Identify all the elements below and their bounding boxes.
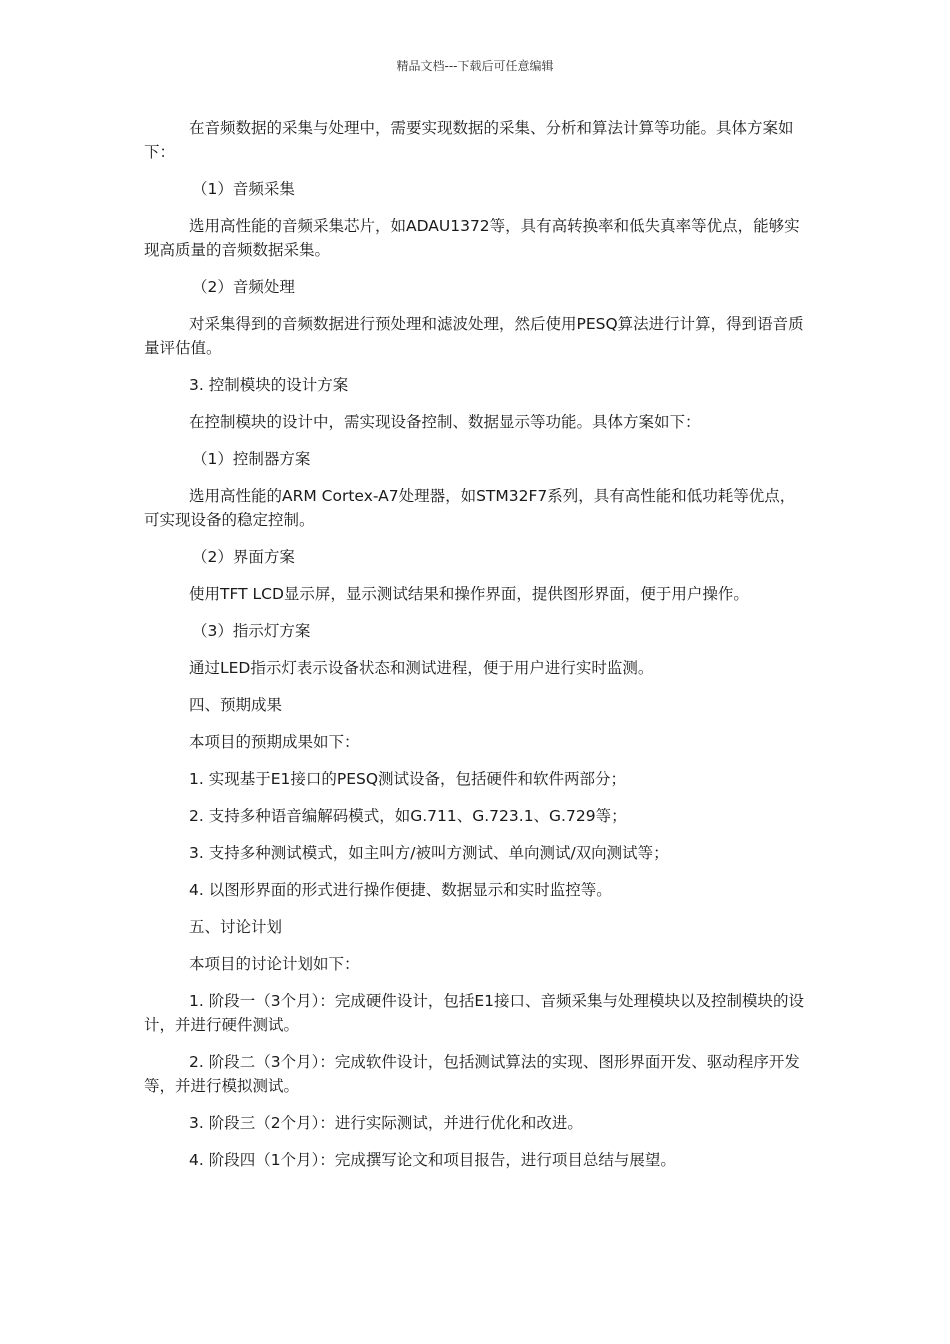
list-item-stage-3: 3. 阶段三（2个月）：进行实际测试，并进行优化和改进。 [189,1114,583,1132]
heading-discussion-plan: 五、讨论计划 [189,918,283,936]
list-item-result-3: 3. 支持多种测试模式，如主叫方/被叫方测试、单向测试/双向测试等； [189,844,669,862]
heading-expected-results: 四、预期成果 [189,696,283,714]
heading-controller: （1）控制器方案 [192,450,311,468]
paragraph-controller: 选用高性能的ARM Cortex-A7处理器，如STM32F7系列，具有高性能和低功耗等优点，可实现设备的稳定控制。 [144,487,796,529]
list-item-stage-1: 1. 阶段一（3个月）：完成硬件设计，包括E1接口、音频采集与处理模块以及控制模块的设计，并进行硬件测试。 [144,992,804,1034]
list-item-stage-4: 4. 阶段四（1个月）：完成撰写论文和项目报告，进行项目总结与展望。 [189,1151,676,1169]
list-item-result-1: 1. 实现基于E1接口的PESQ测试设备，包括硬件和软件两部分； [189,770,627,788]
page-header: 精品文档---下载后可任意编辑 [396,59,554,73]
paragraph-control-intro: 在控制模块的设计中，需实现设备控制、数据显示等功能。具体方案如下： [189,413,701,431]
paragraph-indicator: 通过LED指示灯表示设备状态和测试进程，便于用户进行实时监测。 [189,659,654,677]
heading-indicator: （3）指示灯方案 [192,622,311,640]
paragraph-plan-intro: 本项目的讨论计划如下： [189,955,360,973]
paragraph-interface: 使用TFT LCD显示屏，显示测试结果和操作界面，提供图形界面，便于用户操作。 [189,585,749,603]
heading-audio-processing: （2）音频处理 [192,278,295,296]
document-body [144,116,806,1185]
heading-interface: （2）界面方案 [192,548,295,566]
heading-audio-capture: （1）音频采集 [192,180,295,198]
paragraph-audio-processing: 对采集得到的音频数据进行预处理和滤波处理，然后使用PESQ算法进行计算，得到语音质量评估值。 [144,315,804,357]
paragraph-expected-intro: 本项目的预期成果如下： [189,733,360,751]
paragraph-audio-capture: 选用高性能的音频采集芯片，如ADAU1372等，具有高转换率和低失真率等优点，能够实现高质量的音频数据采集。 [144,217,800,259]
list-item-result-4: 4. 以图形界面的形式进行操作便捷、数据显示和实时监控等。 [189,881,612,899]
paragraph-audio-intro: 在音频数据的采集与处理中，需要实现数据的采集、分析和算法计算等功能。具体方案如下： [144,119,794,161]
list-item-result-2: 2. 支持多种语音编解码模式，如G.711、G.723.1、G.729等； [189,807,627,825]
heading-control-module: 3. 控制模块的设计方案 [189,376,349,394]
list-item-stage-2: 2. 阶段二（3个月）：完成软件设计，包括测试算法的实现、图形界面开发、驱动程序开发等，并进行模拟测试。 [144,1053,800,1095]
